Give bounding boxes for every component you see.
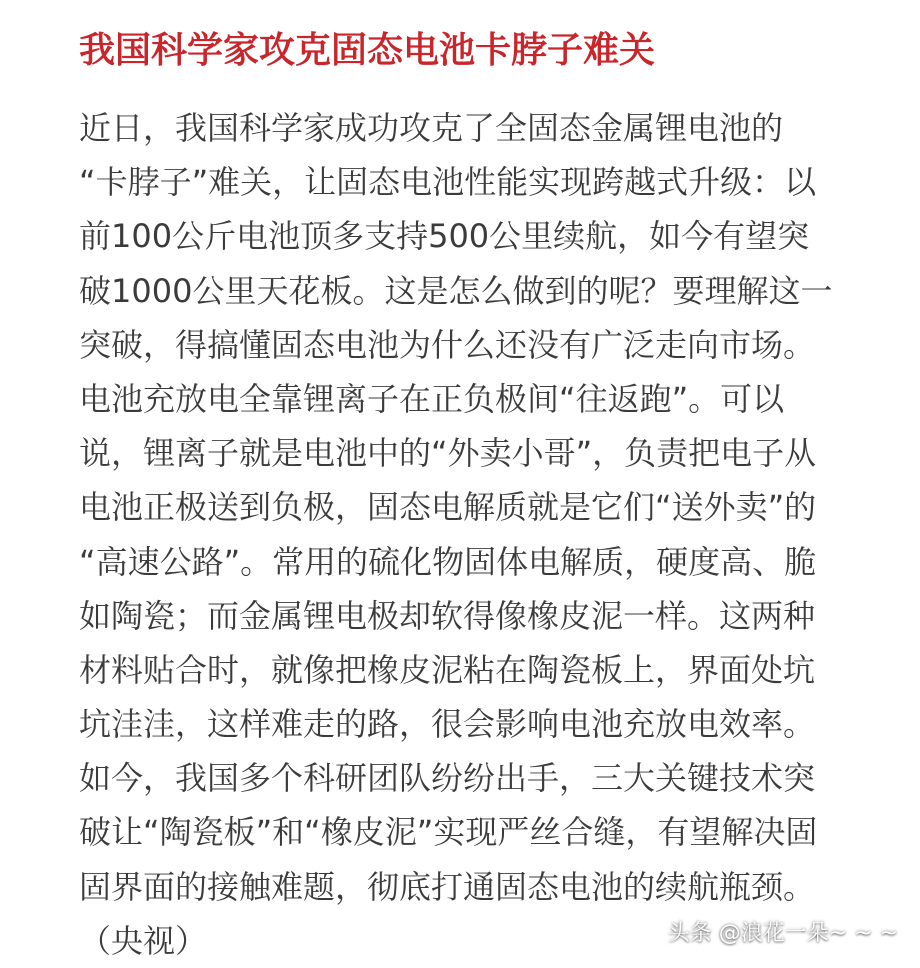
body-line: 固界面的接触难题，彻底打通固态电池的续航瓶颈。: [79, 867, 816, 906]
body-line: 前100公斤电池顶多支持500公里续航，如今有望突: [79, 217, 810, 256]
body-line: 如今，我国多个科研团队纷纷出手，三大关键技术突: [79, 759, 816, 798]
body-line: 坑洼洼，这样难走的路，很会影响电池充放电效率。: [79, 705, 816, 744]
body-line: “高速公路”。常用的硫化物固体电解质，硬度高、脆: [79, 542, 817, 581]
article-body: [79, 101, 879, 968]
source-credit: （央视）: [79, 921, 208, 960]
body-line: 电池充放电全靠锂离子在正负极间“往返跑”。可以: [79, 379, 785, 418]
body-line: 破1000公里天花板。这是怎么做到的呢？要理解这一: [79, 271, 833, 310]
body-line: 突破，得搞懂固态电池为什么还没有广泛走向市场。: [79, 325, 816, 364]
body-line: 破让“陶瓷板”和“橡皮泥”实现严丝合缝，有望解决固: [79, 813, 818, 852]
body-line: “卡脖子”难关，让固态电池性能实现跨越式升级：以: [79, 163, 817, 202]
body-line: 近日，我国科学家成功攻克了全固态金属锂电池的: [79, 109, 784, 147]
body-line: 材料贴合时，就像把橡皮泥粘在陶瓷板上，界面处坑: [79, 650, 816, 689]
watermark: 头条 @浪花一朵~ ~ ~: [667, 921, 898, 946]
body-line: 说，锂离子就是电池中的“外卖小哥”，负责把电子从: [79, 434, 817, 473]
body-line: 电池正极送到负极，固态电解质就是它们“送外卖”的: [79, 488, 817, 527]
article-title: 我国科学家攻克固态电池卡脖子难关: [79, 30, 656, 71]
body-line: 如陶瓷；而金属锂电极却软得像橡皮泥一样。这两种: [79, 596, 816, 635]
